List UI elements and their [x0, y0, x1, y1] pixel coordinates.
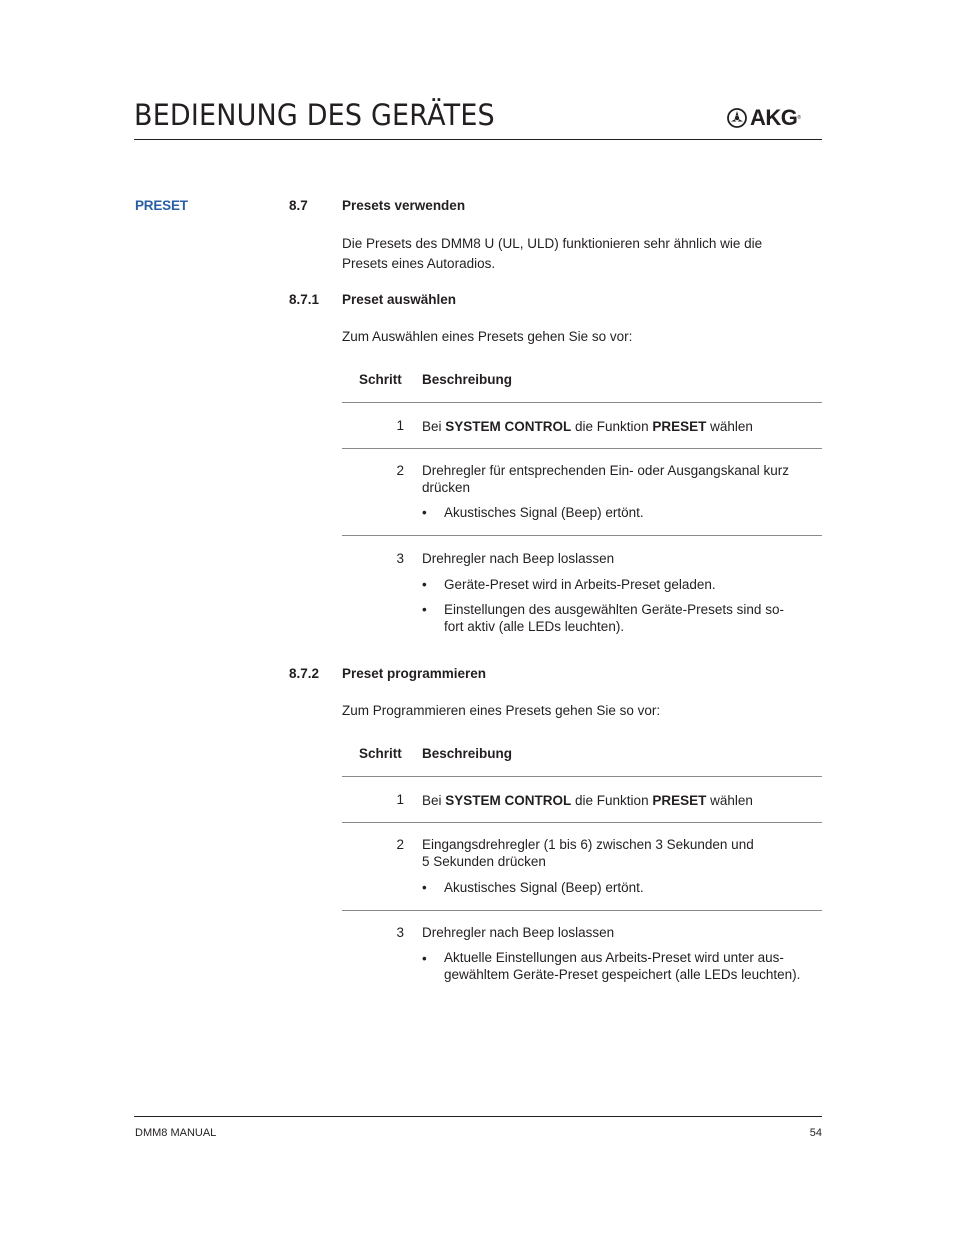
step-number: 3: [396, 925, 404, 940]
logo-text: AKG: [750, 105, 798, 130]
step-number: 2: [396, 837, 404, 852]
table-rule: [342, 822, 822, 823]
step-description: Drehregler nach Beep loslassen: [422, 551, 615, 566]
section-number: 8.7: [289, 198, 308, 213]
bullet-text: Akustisches Signal (Beep) ertönt.: [444, 880, 644, 895]
akg-logo: [727, 105, 823, 131]
step-text: wählen: [706, 793, 753, 808]
step-emphasis: PRESET: [652, 793, 707, 808]
step-text: Bei: [422, 419, 446, 434]
page-title: BEDIENUNG DES GERÄTES: [134, 98, 495, 132]
table-rule: [342, 535, 822, 536]
table-rule: [342, 448, 822, 449]
bullet-text: Akustisches Signal (Beep) ertönt.: [444, 505, 644, 520]
subsection-title: Preset auswählen: [342, 292, 457, 307]
bullet-marker: •: [422, 880, 427, 895]
step-line: Drehregler für entsprechenden Ein- oder Ausgangskanal kurz: [422, 463, 789, 478]
subsection-title: Preset programmieren: [342, 666, 487, 681]
bullet-marker: •: [422, 505, 427, 520]
bullet-text: Geräte-Preset wird in Arbeits-Preset geladen.: [444, 577, 716, 592]
step-description: [422, 836, 817, 870]
page-number: 54: [809, 1127, 822, 1139]
step-line: drücken: [422, 480, 471, 495]
bullet-text: [444, 601, 814, 635]
section-intro-line: Die Presets des DMM8 U (UL, ULD) funktionieren sehr ähnlich wie die: [342, 236, 763, 251]
step-number: 3: [396, 551, 404, 566]
table-header-step: Schritt: [359, 746, 402, 761]
step-text: Bei: [422, 793, 446, 808]
bullet-line: gewähltem Geräte-Preset gespeichert (alle LEDs leuchten).: [444, 967, 801, 982]
table-rule: [342, 910, 822, 911]
step-line: 5 Sekunden drücken: [422, 854, 546, 869]
step-description: [422, 792, 817, 809]
step-number: 2: [396, 463, 404, 478]
bullet-marker: •: [422, 577, 427, 592]
bullet-text: [444, 949, 814, 983]
table-rule: [342, 776, 822, 777]
subsection-intro: Zum Programmieren eines Presets gehen Sie so vor:: [342, 703, 661, 718]
logo-trademark: ®: [797, 115, 802, 121]
akg-emblem-icon: [727, 108, 747, 128]
side-label: PRESET: [135, 198, 188, 213]
section-intro: [342, 234, 812, 273]
table-header-step: Schritt: [359, 372, 402, 387]
subsection-intro: Zum Auswählen eines Presets gehen Sie so vor:: [342, 329, 633, 344]
subsection-number: 8.7.1: [289, 292, 320, 307]
footer-rule: [134, 1116, 822, 1117]
step-number: 1: [396, 418, 404, 433]
footer-manual-name: DMM8 MANUAL: [135, 1127, 217, 1139]
step-emphasis: SYSTEM CONTROL: [445, 419, 572, 434]
step-description: [422, 418, 817, 435]
bullet-line: Aktuelle Einstellungen aus Arbeits-Preset wird unter aus-: [444, 950, 784, 965]
step-number: 1: [396, 792, 404, 807]
bullet-line: Einstellungen des ausgewählten Geräte-Presets sind so-: [444, 602, 784, 617]
step-description: Drehregler nach Beep loslassen: [422, 925, 615, 940]
step-text: die Funktion: [571, 793, 653, 808]
bullet-line: fort aktiv (alle LEDs leuchten).: [444, 619, 625, 634]
step-emphasis: PRESET: [652, 419, 707, 434]
step-description: [422, 462, 817, 496]
header-rule: [134, 139, 822, 140]
step-emphasis: SYSTEM CONTROL: [445, 793, 572, 808]
table-header-description: Beschreibung: [422, 372, 513, 387]
step-line: Eingangsdrehregler (1 bis 6) zwischen 3 Sekunden und: [422, 837, 754, 852]
table-header-description: Beschreibung: [422, 746, 513, 761]
section-title: Presets verwenden: [342, 198, 466, 213]
bullet-marker: •: [422, 951, 427, 966]
step-text: die Funktion: [571, 419, 653, 434]
step-text: wählen: [706, 419, 753, 434]
bullet-marker: •: [422, 602, 427, 617]
subsection-number: 8.7.2: [289, 666, 320, 681]
table-rule: [342, 402, 822, 403]
section-intro-line: Presets eines Autoradios.: [342, 255, 496, 271]
